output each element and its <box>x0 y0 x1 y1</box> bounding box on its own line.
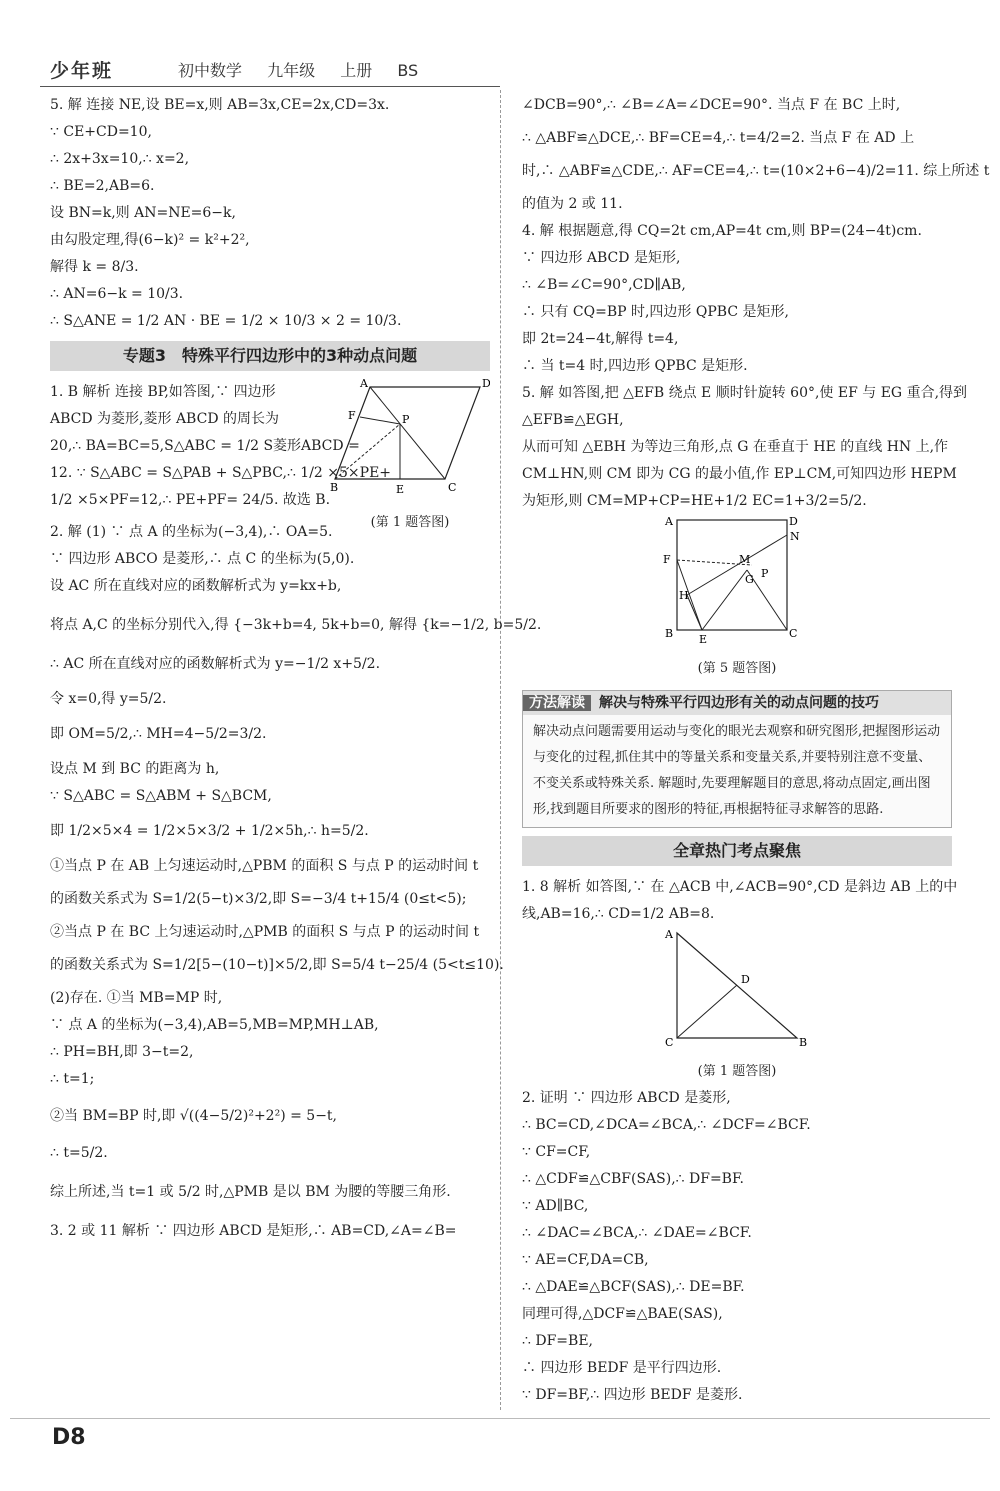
text-line: 1. B 解析 连接 BP,如答图,∵ 四边形 <box>50 384 276 400</box>
svg-text:F: F <box>663 553 671 566</box>
text-line: ∴ BC=CD,∠DCA=∠BCA,∴ ∠DCF=∠BCF. <box>522 1117 811 1133</box>
text-line: ∵ CF=CF, <box>522 1144 591 1160</box>
method-body: 解决动点问题需要用运动与变化的眼光去观察和研究图形,把握图形运动与变化的过程,抓住其中的等量关系和变量关系,并要特别注意不变量、不变关系或特殊关系. 解题时,先要理解题目的意思,将动点固定,画出图形,找到题目所要求的图形的特征,再根据特征寻求解答的思路. <box>533 724 941 817</box>
text-line: 同理可得,△DCF≌△BAE(SAS), <box>522 1306 723 1322</box>
text-line: 4. 解 根据题意,得 CQ=2t cm,AP=4t cm,则 BP=(24−4t)cm. <box>522 223 922 239</box>
page-header <box>40 48 500 88</box>
footer-rule <box>10 1418 990 1419</box>
text-line: 设 AC 所在直线对应的函数解析式为 y=kx+b, <box>50 578 342 594</box>
svg-text:D: D <box>482 379 490 390</box>
text-line: (2)存在. ①当 MB=MP 时, <box>50 990 223 1006</box>
text-line: 由勾股定理,得(6−k)² = k²+2², <box>50 232 250 248</box>
svg-text:A: A <box>360 379 368 390</box>
svg-text:H: H <box>679 589 689 602</box>
svg-text:C: C <box>448 481 457 494</box>
q1-block <box>50 379 490 530</box>
svg-text:P: P <box>402 413 410 426</box>
text-line: ∴ S△ANE = 1/2 AN · BE = 1/2 × 10/3 × 2 = 10/3. <box>50 313 402 329</box>
volume: 上册 <box>340 61 373 80</box>
text-line: ∴ △ABF≌△DCE,∴ BF=CE=4,∴ t=4/2=2. 当点 F 在 AD 上 <box>522 130 915 146</box>
r-q2-block <box>522 1085 952 1409</box>
text-line: ∵ 四边形 ABCD 是矩形, <box>522 250 681 266</box>
right-column <box>522 92 990 1409</box>
text-line: ∴ 2x+3x=10,∴ x=2, <box>50 151 190 167</box>
text-line: ①当点 P 在 AB 上匀速运动时,△PBM 的面积 S 与点 P 的运动时间 t <box>50 858 479 874</box>
text-line: ∴ 当 t=4 时,四边形 QPBC 是矩形. <box>522 358 748 374</box>
column-divider <box>500 90 501 1410</box>
svg-text:D: D <box>789 515 798 528</box>
text-line: 从而可知 △EBH 为等边三角形,点 G 在垂直于 HE 的直线 HN 上,作 <box>522 439 949 455</box>
text-line: △EFB≌△EGH, <box>522 412 624 428</box>
svg-text:C: C <box>789 627 798 640</box>
svg-text:A: A <box>665 928 673 941</box>
text-line: 即 OM=5/2,∴ MH=4−5/2=3/2. <box>50 726 267 742</box>
left-top-block <box>50 92 490 335</box>
text-line: 5. 解 连接 NE,设 BE=x,则 AB=3x,CE=2x,CD=3x. <box>50 97 390 113</box>
svg-text:B: B <box>330 481 339 494</box>
svg-text:N: N <box>790 530 800 543</box>
svg-text:A: A <box>665 515 673 528</box>
text-line: ∴ AC 所在直线对应的函数解析式为 y=−1/2 x+5/2. <box>50 656 381 672</box>
section-title-bar: 专题3 特殊平行四边形中的3种动点问题 <box>50 341 490 371</box>
q2-block <box>50 519 542 1245</box>
triangle-diagram <box>657 928 817 1048</box>
text-line: 即 2t=24−4t,解得 t=4, <box>522 331 679 347</box>
text-line: ∵ AE=CF,DA=CB, <box>522 1252 649 1268</box>
svg-text:B: B <box>799 1036 808 1048</box>
text-line: ∵ CE+CD=10, <box>50 124 152 140</box>
header-rule <box>40 86 500 87</box>
text-line: 解得 k = 8/3. <box>50 259 139 275</box>
r-q1-block <box>522 874 958 928</box>
method-box <box>522 690 952 828</box>
method-title: 解决与特殊平行四边形有关的动点问题的技巧 <box>599 695 879 711</box>
svg-text:E: E <box>396 483 405 496</box>
text-line: ABCD 为菱形,菱形 ABCD 的周长为 <box>50 411 279 427</box>
text-line: ∴ PH=BH,即 3−t=2, <box>50 1044 194 1060</box>
text-line: ∵ S△ABC = S△ABM + S△BCM, <box>50 788 272 804</box>
edition: BS <box>397 61 419 80</box>
text-line: ∴ 只有 CQ=BP 时,四边形 QPBC 是矩形, <box>522 304 789 320</box>
text-line: ∴ BE=2,AB=6. <box>50 178 155 194</box>
section-title-bar: 全章热门考点聚焦 <box>522 836 952 866</box>
text-line: ∵ DF=BF,∴ 四边形 BEDF 是菱形. <box>522 1387 743 1403</box>
brand-logo: 少年班 <box>50 60 114 82</box>
figure-square <box>522 515 952 682</box>
figure-caption: (第 1 题答图) <box>697 1064 777 1079</box>
square-diagram <box>657 515 817 645</box>
method-label: 方法解读 <box>523 695 591 711</box>
text-line: ∴ 四边形 BEDF 是平行四边形. <box>522 1360 722 1376</box>
text-line: 20,∴ BA=BC=5,S△ABC = 1/2 S菱形ABCD = <box>50 438 360 454</box>
text-line: ∵ 四边形 ABCO 是菱形,∴ 点 C 的坐标为(5,0). <box>50 551 355 567</box>
text-line: 的函数关系式为 S=1/2(5−t)×3/2,即 S=−3/4 t+15/4 (0≤t<5); <box>50 891 467 907</box>
text-line: 的值为 2 或 11. <box>522 196 623 212</box>
text-line: 2. 解 (1) ∵ 点 A 的坐标为(−3,4),∴ OA=5. <box>50 524 333 540</box>
svg-text:F: F <box>348 409 356 422</box>
text-line: ②当 BM=BP 时,即 √((4−5/2)²+2²) = 5−t, <box>50 1108 338 1124</box>
text-line: 5. 解 如答图,把 △EFB 绕点 E 顺时针旋转 60°,使 EF 与 EG 重合,得到 <box>522 385 968 401</box>
text-line: 设点 M 到 BC 的距离为 h, <box>50 761 220 777</box>
text-line: 1. 8 解析 如答图,∵ 在 △ACB 中,∠ACB=90°,CD 是斜边 AB 上的中 <box>522 879 958 895</box>
text-line: 令 x=0,得 y=5/2. <box>50 691 167 707</box>
text-line: ∴ t=5/2. <box>50 1145 108 1161</box>
text-line: ∴ ∠DAC=∠BCA,∴ ∠DAE=∠BCF. <box>522 1225 752 1241</box>
text-line: 综上所述,当 t=1 或 5/2 时,△PMB 是以 BM 为腰的等腰三角形. <box>50 1184 451 1200</box>
text-line: CM⊥HN,则 CM 即为 CG 的最小值,作 EP⊥CM,可知四边形 HEPM <box>522 466 957 482</box>
svg-text:P: P <box>761 567 769 580</box>
figure-rhombus <box>330 379 490 536</box>
text-line: 3. 2 或 11 解析 ∵ 四边形 ABCD 是矩形,∴ AB=CD,∠A=∠B= <box>50 1223 457 1239</box>
svg-text:C: C <box>665 1036 674 1048</box>
text-line: 2. 证明 ∵ 四边形 ABCD 是菱形, <box>522 1090 731 1106</box>
text-line: ∴ △CDF≌△CBF(SAS),∴ DF=BF. <box>522 1171 744 1187</box>
text-line: 的函数关系式为 S=1/2[5−(10−t)]×5/2,即 S=5/4 t−25/4 (5<t≤10). <box>50 957 504 973</box>
figure-caption: (第 1 题答图) <box>370 515 450 530</box>
header-info <box>178 58 438 81</box>
grade: 九年级 <box>267 61 316 80</box>
left-column <box>50 92 542 1245</box>
text-line: 1/2 ×5×PF=12,∴ PE+PF= 24/5. 故选 B. <box>50 492 331 508</box>
right-top-block <box>522 92 990 515</box>
svg-text:B: B <box>665 627 674 640</box>
text-line: 为矩形,则 CM=MP+CP=HE+1/2 EC=1+3/2=5/2. <box>522 493 867 509</box>
svg-text:D: D <box>741 973 750 986</box>
text-line: 即 1/2×5×4 = 1/2×5×3/2 + 1/2×5h,∴ h=5/2. <box>50 823 369 839</box>
svg-text:E: E <box>699 633 708 645</box>
text-line: ∵ AD∥BC, <box>522 1198 589 1214</box>
figure-triangle <box>522 928 952 1085</box>
text-line: ②当点 P 在 BC 上匀速运动时,△PMB 的面积 S 与点 P 的运动时间 t <box>50 924 480 940</box>
text-line: ∴ △DAE≌△BCF(SAS),∴ DE=BF. <box>522 1279 745 1295</box>
text-line: ∵ 点 A 的坐标为(−3,4),AB=5,MB=MP,MH⊥AB, <box>50 1017 379 1033</box>
figure-caption: (第 5 题答图) <box>697 661 777 676</box>
method-header <box>523 691 951 715</box>
page-number: D8 <box>52 1425 86 1450</box>
text-line: 时,∴ △ABF≌△CDE,∴ AF=CE=4,∴ t=(10×2+6−4)/2=11. 综上所述 t <box>522 163 990 179</box>
rhombus-diagram <box>330 379 490 499</box>
text-line: ∴ DF=BE, <box>522 1333 593 1349</box>
text-line: ∴ t=1; <box>50 1071 95 1087</box>
text-line: 将点 A,C 的坐标分别代入,得 {−3k+b=4, 5k+b=0, 解得 {k=−1/2, b=5/2. <box>50 617 542 633</box>
svg-text:M: M <box>739 553 751 566</box>
svg-text:G: G <box>745 573 754 586</box>
text-line: ∠DCB=90°,∴ ∠B=∠A=∠DCE=90°. 当点 F 在 BC 上时, <box>522 97 901 113</box>
text-line: 设 BN=k,则 AN=NE=6−k, <box>50 205 236 221</box>
text-line: ∴ AN=6−k = 10/3. <box>50 286 184 302</box>
text-line: ∴ ∠B=∠C=90°,CD∥AB, <box>522 277 686 293</box>
text-line: 12. ∵ S△ABC = S△PAB + S△PBC,∴ 1/2 ×5×PE+ <box>50 465 392 481</box>
subject: 初中数学 <box>178 61 243 80</box>
text-line: 线,AB=16,∴ CD=1/2 AB=8. <box>522 906 715 922</box>
